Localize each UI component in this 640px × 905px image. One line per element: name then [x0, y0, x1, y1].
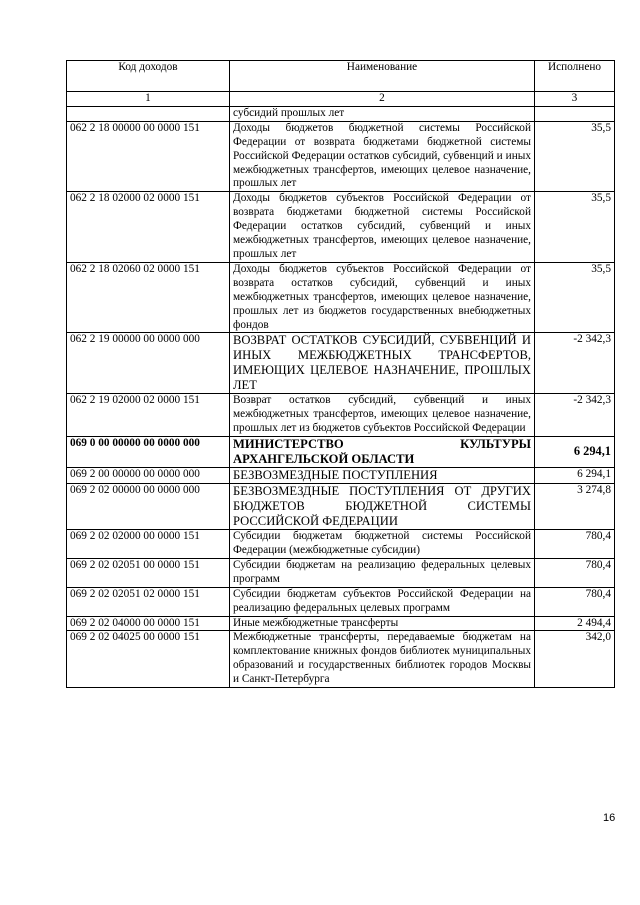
executed-value: 780,4: [535, 587, 615, 616]
income-name: БЕЗВОЗМЕЗДНЫЕ ПОСТУПЛЕНИЯ: [230, 468, 535, 484]
column-number: 3: [535, 92, 615, 107]
column-number: 1: [67, 92, 230, 107]
income-code: 062 2 19 00000 00 0000 000: [67, 333, 230, 394]
income-code: 069 2 00 00000 00 0000 000: [67, 468, 230, 484]
income-name: Межбюджетные трансферты, передаваемые бюджетам на комплектование книжных фондов библиотек муниципальных образований и государственных библиотек городов Москвы и Санкт-Петербурга: [230, 631, 535, 688]
executed-value: 780,4: [535, 558, 615, 587]
income-code: 069 2 02 02051 00 0000 151: [67, 558, 230, 587]
income-name: Доходы бюджетов бюджетной системы Российской Федерации от возврата бюджетами бюджетной системы Российской Федерации остатков субсидий, субвенций и иных межбюджетных трансфертов, имеющих целевое назначение, прошлых лет: [230, 121, 535, 192]
executed-value: -2 342,3: [535, 394, 615, 437]
income-name: ВОЗВРАТ ОСТАТКОВ СУБСИДИЙ, СУБВЕНЦИЙ И ИНЫХ МЕЖБЮДЖЕТНЫХ ТРАНСФЕРТОВ, ИМЕЮЩИХ ЦЕЛЕВОЕ НАЗНАЧЕНИЕ, ПРОШЛЫХ ЛЕТ: [230, 333, 535, 394]
column-number-row: [67, 92, 615, 107]
income-name: Доходы бюджетов субъектов Российской Федерации от возврата бюджетами бюджетной системы Российской Федерации остатков субсидий, субвенций и иных межбюджетных трансфертов, имеющих целевое назначение, прошлых лет: [230, 192, 535, 263]
income-code: 069 2 02 04025 00 0000 151: [67, 631, 230, 688]
executed-value: 35,5: [535, 192, 615, 263]
continuation-code-cell: [67, 106, 230, 121]
table-row: [67, 437, 615, 468]
executed-value: 35,5: [535, 262, 615, 333]
income-code: 062 2 18 00000 00 0000 151: [67, 121, 230, 192]
executed-value: 780,4: [535, 530, 615, 559]
income-name: Субсидии бюджетам на реализацию федеральных целевых программ: [230, 558, 535, 587]
income-name: МИНИСТЕРСТВО КУЛЬТУРЫ АРХАНГЕЛЬСКОЙ ОБЛАСТИ: [230, 437, 535, 468]
continuation-value-cell: [535, 106, 615, 121]
income-name: БЕЗВОЗМЕЗДНЫЕ ПОСТУПЛЕНИЯ ОТ ДРУГИХ БЮДЖЕТОВ БЮДЖЕТНОЙ СИСТЕМЫ РОССИЙСКОЙ ФЕДЕРАЦИИ: [230, 484, 535, 530]
income-code: 062 2 18 02000 02 0000 151: [67, 192, 230, 263]
executed-value: 2 494,4: [535, 616, 615, 631]
table-row: [67, 631, 615, 688]
continuation-row: [67, 106, 615, 121]
table-row: [67, 558, 615, 587]
income-name: Иные межбюджетные трансферты: [230, 616, 535, 631]
executed-value: 6 294,1: [535, 468, 615, 484]
revenue-table: [66, 60, 615, 688]
table-row: [67, 394, 615, 437]
continuation-text: субсидий прошлых лет: [230, 106, 535, 121]
header-name: Наименование: [230, 61, 535, 92]
page-number: 16: [603, 812, 616, 824]
income-name: Субсидии бюджетам бюджетной системы Российской Федерации (межбюджетные субсидии): [230, 530, 535, 559]
table-row: [67, 121, 615, 192]
income-code: 069 2 02 02000 00 0000 151: [67, 530, 230, 559]
executed-value: 35,5: [535, 121, 615, 192]
table-row: [67, 616, 615, 631]
table-row: [67, 530, 615, 559]
executed-value: -2 342,3: [535, 333, 615, 394]
table-header-row: [67, 61, 615, 92]
income-name: Доходы бюджетов субъектов Российской Федерации от возврата остатков субсидий, субвенций и иных межбюджетных трансфертов, имеющих целевое назначение, прошлых лет из бюджетов государственных внебюджетных фондов: [230, 262, 535, 333]
executed-value: 3 274,8: [535, 484, 615, 530]
table-row: [67, 484, 615, 530]
income-code: 069 2 02 00000 00 0000 000: [67, 484, 230, 530]
header-code: Код доходов: [67, 61, 230, 92]
income-code: 062 2 19 02000 02 0000 151: [67, 394, 230, 437]
table-row: [67, 192, 615, 263]
table-row: [67, 262, 615, 333]
header-executed: Исполнено: [535, 61, 615, 92]
income-code: 069 2 02 02051 02 0000 151: [67, 587, 230, 616]
executed-value: 6 294,1: [535, 437, 615, 468]
column-number: 2: [230, 92, 535, 107]
income-code: 069 0 00 00000 00 0000 000: [67, 437, 230, 468]
table-row: [67, 333, 615, 394]
income-name: Возврат остатков субсидий, субвенций и иных межбюджетных трансфертов, имеющих целевое назначение, прошлых лет из бюджетов субъектов Российской Федерации: [230, 394, 535, 437]
income-name: Субсидии бюджетам субъектов Российской Федерации на реализацию федеральных целевых программ: [230, 587, 535, 616]
income-code: 069 2 02 04000 00 0000 151: [67, 616, 230, 631]
executed-value: 342,0: [535, 631, 615, 688]
income-code: 062 2 18 02060 02 0000 151: [67, 262, 230, 333]
table-row: [67, 468, 615, 484]
table-row: [67, 587, 615, 616]
